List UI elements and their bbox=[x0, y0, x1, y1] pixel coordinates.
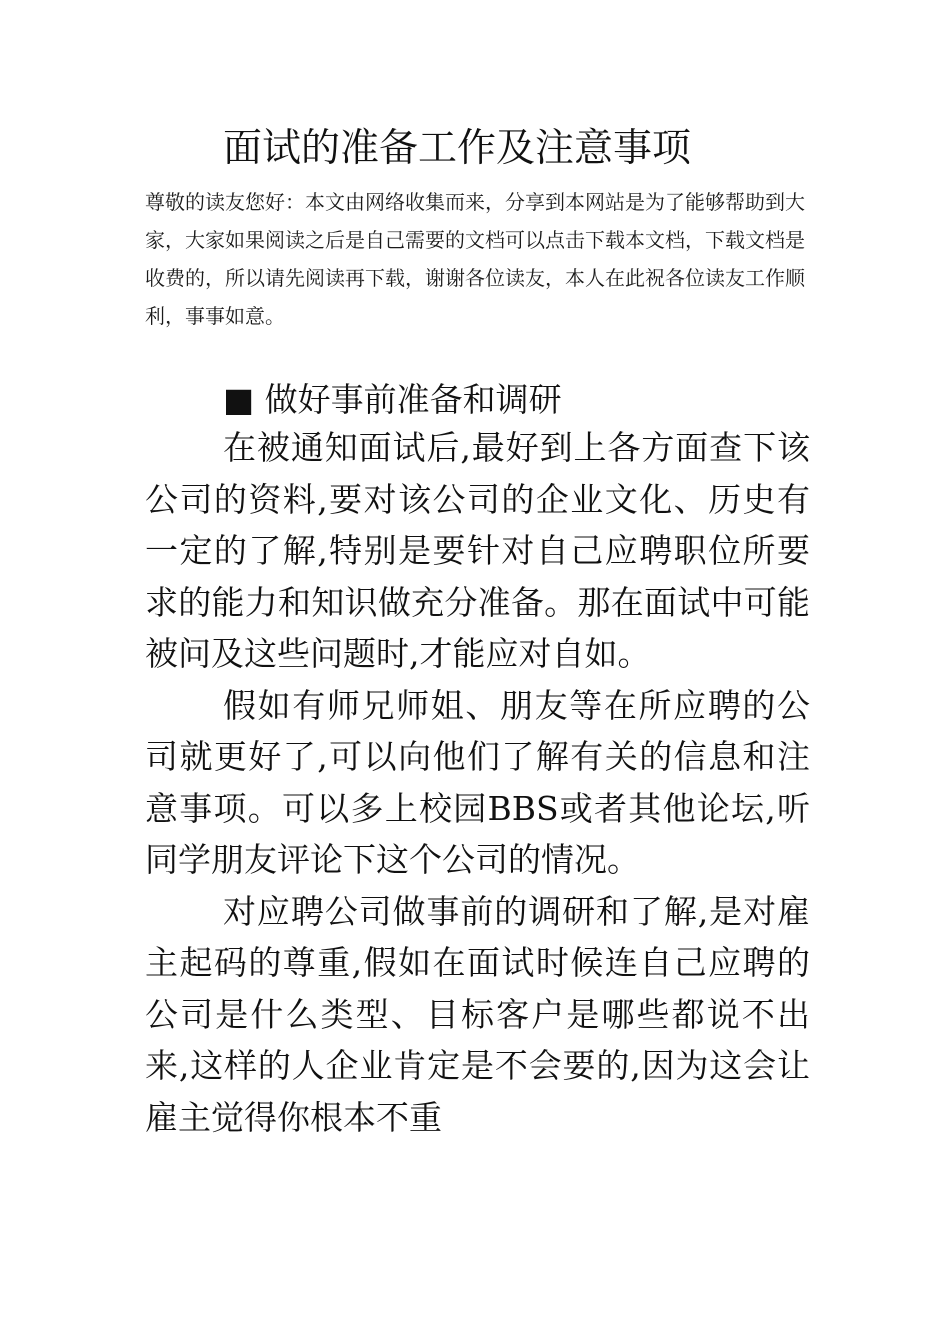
section-heading: ■ 做好事前准备和调研 bbox=[223, 380, 562, 419]
body-text bbox=[145, 422, 810, 1143]
reader-notice: 尊敬的读友您好：本文由网络收集而来，分享到本网站是为了能够帮助到大家，大家如果阅读之后是自己需要的文档可以点击下载本文档，下载文档是收费的，所以请先阅读再下载，谢谢各位读友，本人在此祝各位读友工作顺利，事事如意。 bbox=[145, 190, 805, 328]
paragraph-3: 对应聘公司做事前的调研和了解,是对雇主起码的尊重,假如在面试时候连自己应聘的公司是什么类型、目标客户是哪些都说不出来,这样的人企业肯定是不会要的,因为这会让雇主觉得你根本不重 bbox=[145, 891, 810, 1137]
paragraph-1: 在被通知面试后,最好到上各方面查下该公司的资料,要对该公司的企业文化、历史有一定的了解,特别是要针对自己应聘职位所要求的能力和知识做充分准备。那在面试中可能被问及这些问题时,才能应对自如。 bbox=[145, 428, 810, 673]
paragraph-2: 假如有师兄师姐、朋友等在所应聘的公司就更好了,可以向他们了解有关的信息和注意事项。可以多上校园BBS或者其他论坛,听同学朋友评论下这个公司的情况。 bbox=[145, 685, 810, 879]
document-title: 面试的准备工作及注意事项 bbox=[223, 126, 692, 171]
